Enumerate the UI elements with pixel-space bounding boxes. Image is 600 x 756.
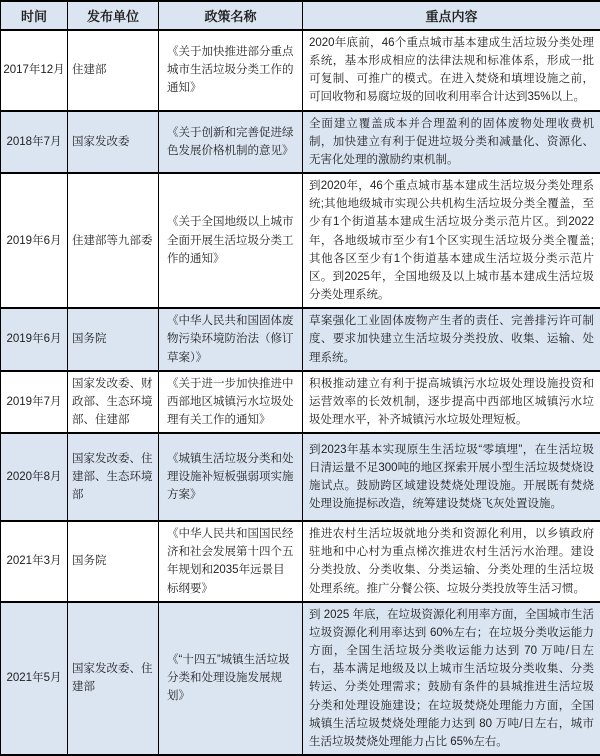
cell-content: 推进农村生活垃圾就地分类和资源化利用，以乡镇政府驻地和中心村为重点梯次推进农村生活污水治理。建设分类投放、分类收集、分类运输、分类处理的生活垃圾处理系统。推广分餐公筷、垃圾分类投放等生活习惯。	[303, 521, 600, 602]
cell-unit: 住建部	[68, 30, 159, 111]
cell-policy: 《关于全国地级以上城市全面开展生活垃圾分类工作的通知》	[159, 173, 303, 308]
column-header-time: 时间	[1, 1, 68, 30]
cell-content: 到2020年，46个重点城市基本建成生活垃圾分类处理系统;其他地级城市实现公共机构生活垃圾分类全覆盖，至少有1个街道基本建成生活垃圾分类示范片区。到2022年，各地级城市至少有1个区实现生活垃圾分类全覆盖;其他各区至少有1个街道基本建成生活垃圾分类示范片区。到2025年，全国地级及以上城市基本建成生活垃圾分类处理系统。	[303, 173, 600, 308]
table-row	[1, 308, 600, 370]
cell-time: 2019年6月	[1, 173, 68, 308]
cell-content: 到 2025 年底，在垃圾资源化利用率方面，全国城市生活垃圾资源化利用率达到 60%左右；在垃圾分类收运能力方面，全国生活垃圾分类收运能力达到 70 万吨/日左右，基本满足地级及以上城市生活垃圾分类收集、分类转运、分类处理需求；鼓励有条件的县城推进生活垃圾分类和处理设施建设；在垃圾焚烧处理能力方面，全国城镇生活垃圾焚烧处理能力达到 80 万吨/日左右，城市生活垃圾焚烧处理能力占比 65%左右。	[303, 602, 600, 755]
table-row	[1, 433, 600, 521]
cell-time: 2019年7月	[1, 371, 68, 433]
cell-policy: 《关于创新和完善促进绿色发展价格机制的意见》	[159, 111, 303, 173]
cell-content: 积极推动建立有利于提高城镇污水垃圾处理设施投资和运营效率的长效机制，逐步提高中西部地区城镇污水垃圾处理水平，补齐城镇污水垃圾处理短板。	[303, 371, 600, 433]
cell-policy: 《关于进一步加快推进中西部地区城镇污水垃圾处理有关工作的通知》	[159, 371, 303, 433]
cell-time: 2018年7月	[1, 111, 68, 173]
cell-unit: 国家发改委	[68, 111, 159, 173]
cell-content: 到2023年基本实现原生生活垃圾“零填埋”，在生活垃圾日清运量不足300吨的地区探索开展小型生活垃圾焚烧设施试点。鼓励跨区域建设焚烧处理设施。开展既有焚烧处理设施提标改造，统筹建设焚烧飞灰处置设施。	[303, 433, 600, 521]
cell-content: 草案强化工业固体废物产生者的责任、完善排污许可制度、要求加快建立生活垃圾分类投放、收集、运输、处理系统。	[303, 308, 600, 370]
cell-time: 2020年8月	[1, 433, 68, 521]
cell-policy: 《关于加快推进部分重点城市生活垃圾分类工作的通知》	[159, 30, 303, 111]
column-header-unit: 发布单位	[68, 1, 159, 30]
cell-unit: 国家发改委、住建部	[68, 602, 159, 755]
cell-policy: 《中华人民共和国国民经济和社会发展第十四个五年规划和2035年远景目标纲要》	[159, 521, 303, 602]
cell-unit: 国家发改委、住建部、生态环境部	[68, 433, 159, 521]
table-row	[1, 173, 600, 308]
cell-content: 全面建立覆盖成本并合理盈利的固体废物处理收费机制，加快建立有利于促进垃圾分类和减量化、资源化、无害化处理的激励约束机制。	[303, 111, 600, 173]
table-header-row	[1, 1, 600, 30]
cell-time: 2017年12月	[1, 30, 68, 111]
cell-unit: 住建部等九部委	[68, 173, 159, 308]
cell-time: 2021年5月	[1, 602, 68, 755]
column-header-policy: 政策名称	[159, 1, 303, 30]
cell-time: 2021年3月	[1, 521, 68, 602]
table-row	[1, 111, 600, 173]
cell-content: 2020年底前，46个重点城市基本建成生活垃圾分类处理系统，基本形成相应的法律法规和标准体系，形成一批可复制、可推广的模式。在进入焚烧和填埋设施之前，可回收物和易腐垃圾的回收利用率合计达到35%以上。	[303, 30, 600, 111]
table-row	[1, 602, 600, 755]
table-row	[1, 371, 600, 433]
column-header-content: 重点内容	[303, 1, 600, 30]
cell-policy: 《“十四五”城镇生活垃圾分类和处理设施发展规划》	[159, 602, 303, 755]
cell-unit: 国务院	[68, 308, 159, 370]
table-row	[1, 30, 600, 111]
table-row	[1, 521, 600, 602]
cell-policy: 《城镇生活垃圾分类和处理设施补短板强弱项实施方案》	[159, 433, 303, 521]
cell-time: 2019年6月	[1, 308, 68, 370]
cell-unit: 国务院	[68, 521, 159, 602]
cell-unit: 国家发改委、财政部、生态环境部、住建部	[68, 371, 159, 433]
cell-policy: 《中华人民共和国固体废物污染环境防治法（修订草案）》	[159, 308, 303, 370]
